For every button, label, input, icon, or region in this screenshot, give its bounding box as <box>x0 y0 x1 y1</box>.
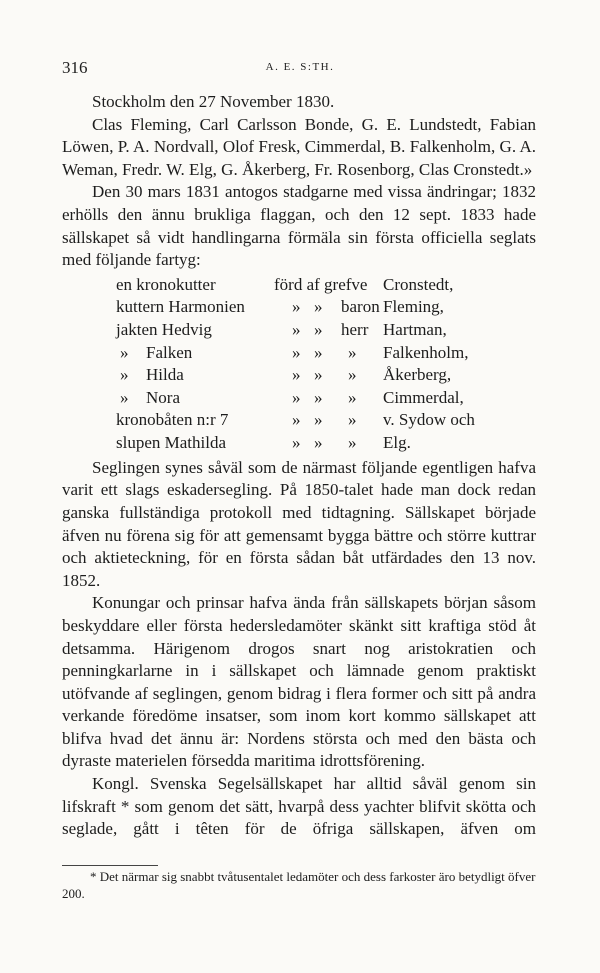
body-text <box>62 91 536 841</box>
fleet-row <box>62 364 536 386</box>
ditto-mark: » <box>314 365 323 385</box>
ditto-mark: » <box>292 410 301 430</box>
fleet-mark: förd af grefve <box>274 274 368 294</box>
ditto-mark: » <box>292 365 301 385</box>
ditto-mark: » <box>292 387 301 407</box>
ditto-mark: » <box>120 387 129 407</box>
fleet-row <box>62 342 536 364</box>
ditto-mark: » <box>120 365 129 385</box>
ditto-mark: » <box>314 297 323 317</box>
footnote <box>62 868 536 902</box>
running-head: A. E. S:TH. <box>265 61 335 73</box>
ditto-mark: » <box>348 432 357 452</box>
vessel-name: kronobåten n:r 7 <box>116 410 229 430</box>
footnote-rule <box>62 865 158 866</box>
owner-name: Cimmerdal, <box>383 387 464 407</box>
fleet-row <box>62 409 536 431</box>
vessel-name: en kronokutter <box>116 274 216 294</box>
owner-name: Hartman, <box>383 319 447 339</box>
fleet-row <box>62 274 536 296</box>
owner-name: v. Sydow och <box>383 410 475 430</box>
paragraph-signatories: Clas Fleming, Carl Carlsson Bonde, G. E. Lundstedt, Fabian Löwen, P. A. Nordvall, Olof Fresk, Cimmerdal, B. Falkenholm, G. A. Weman, Fredr. W. Elg, G. Åkerberg, Fr. Rosenborg, Clas Cronstedt.» <box>62 114 536 179</box>
fleet-row <box>62 387 536 409</box>
vessel-name: kuttern Harmonien <box>116 297 245 317</box>
ditto-mark: » <box>314 432 323 452</box>
paragraph-society: Kongl. Svenska Segelsällskapet har alltid såväl genom sin lifskraft * som genom det sätt, hvarpå dess yachter blifvit skötta och seglade, gått i têten för de öfriga sällskapen, äfven om <box>62 774 536 839</box>
owner-name: Cronstedt, <box>383 274 454 294</box>
vessel-name: Hilda <box>146 365 184 385</box>
title-word: baron <box>341 297 380 317</box>
page-header <box>0 58 600 82</box>
ditto-mark: » <box>292 297 301 317</box>
fleet-list <box>62 274 536 456</box>
owner-name: Elg. <box>383 432 411 452</box>
ditto-mark: » <box>348 365 357 385</box>
paragraph-sailing: Seglingen synes såväl som de närmast följande egentligen hafva varit ett slags eskadersegling. På 1850-talet hade man dock redan ganska fullständiga protokoll med tidtagning. Sällskapet började äfven nu förena sig för att gemensamt bygga bättre och större kuttrar och aktieteckning, för en första sådan båt utfärdades den 13 nov. 1852. <box>62 457 536 590</box>
vessel-name: Falken <box>146 342 193 362</box>
ditto-mark: » <box>314 410 323 430</box>
ditto-mark: » <box>314 319 323 339</box>
ditto-mark: » <box>348 410 357 430</box>
paragraph-statutes: Den 30 mars 1831 antogos stadgarne med vissa ändringar; 1832 erhölls den ännu brukliga flaggan, och den 12 sept. 1833 hade sällskapet så vidt handlingarna förmäla sin första officiella seglats med följande fartyg: <box>62 182 536 270</box>
fleet-row <box>62 432 536 454</box>
footnote-text: * Det närmar sig snabbt tvåtusentalet ledamöter och dess farkoster äro betydligt öfver 200. <box>62 869 536 901</box>
ditto-mark: » <box>348 387 357 407</box>
fleet-row <box>62 319 536 341</box>
ditto-mark: » <box>314 387 323 407</box>
paragraph-dateline: Stockholm den 27 November 1830. <box>92 92 335 111</box>
fleet-row <box>62 296 536 318</box>
owner-name: Fleming, <box>383 297 444 317</box>
page-number: 316 <box>62 58 88 77</box>
ditto-mark: » <box>292 432 301 452</box>
owner-name: Åkerberg, <box>383 365 452 385</box>
paragraph-patrons: Konungar och prinsar hafva ända från sällskapets början såsom beskyddare eller första hedersledamöter skänkt sitt kraftiga stöd åt detsamma. Härigenom drogos snart nog aristokratien och penningkarlarne in i sällskapet och lämnade genom praktiskt utöfvande af seglingen, genom bidrag i flera former och sitt på andra verkande föredöme insatser, som inom kort kommo sällskapet att blifva hvad det ännu är: Nordens största och med den bästa och dyraste materielen försedda maritima idrottsförening. <box>62 593 536 771</box>
owner-name: Falkenholm, <box>383 342 469 362</box>
ditto-mark: » <box>120 342 129 362</box>
vessel-name: Nora <box>146 387 180 407</box>
title-word: herr <box>341 319 369 339</box>
ditto-mark: » <box>292 342 301 362</box>
vessel-name: slupen Mathilda <box>116 432 227 452</box>
vessel-name: jakten Hedvig <box>116 319 212 339</box>
ditto-mark: » <box>292 319 301 339</box>
ditto-mark: » <box>314 342 323 362</box>
ditto-mark: » <box>348 342 357 362</box>
